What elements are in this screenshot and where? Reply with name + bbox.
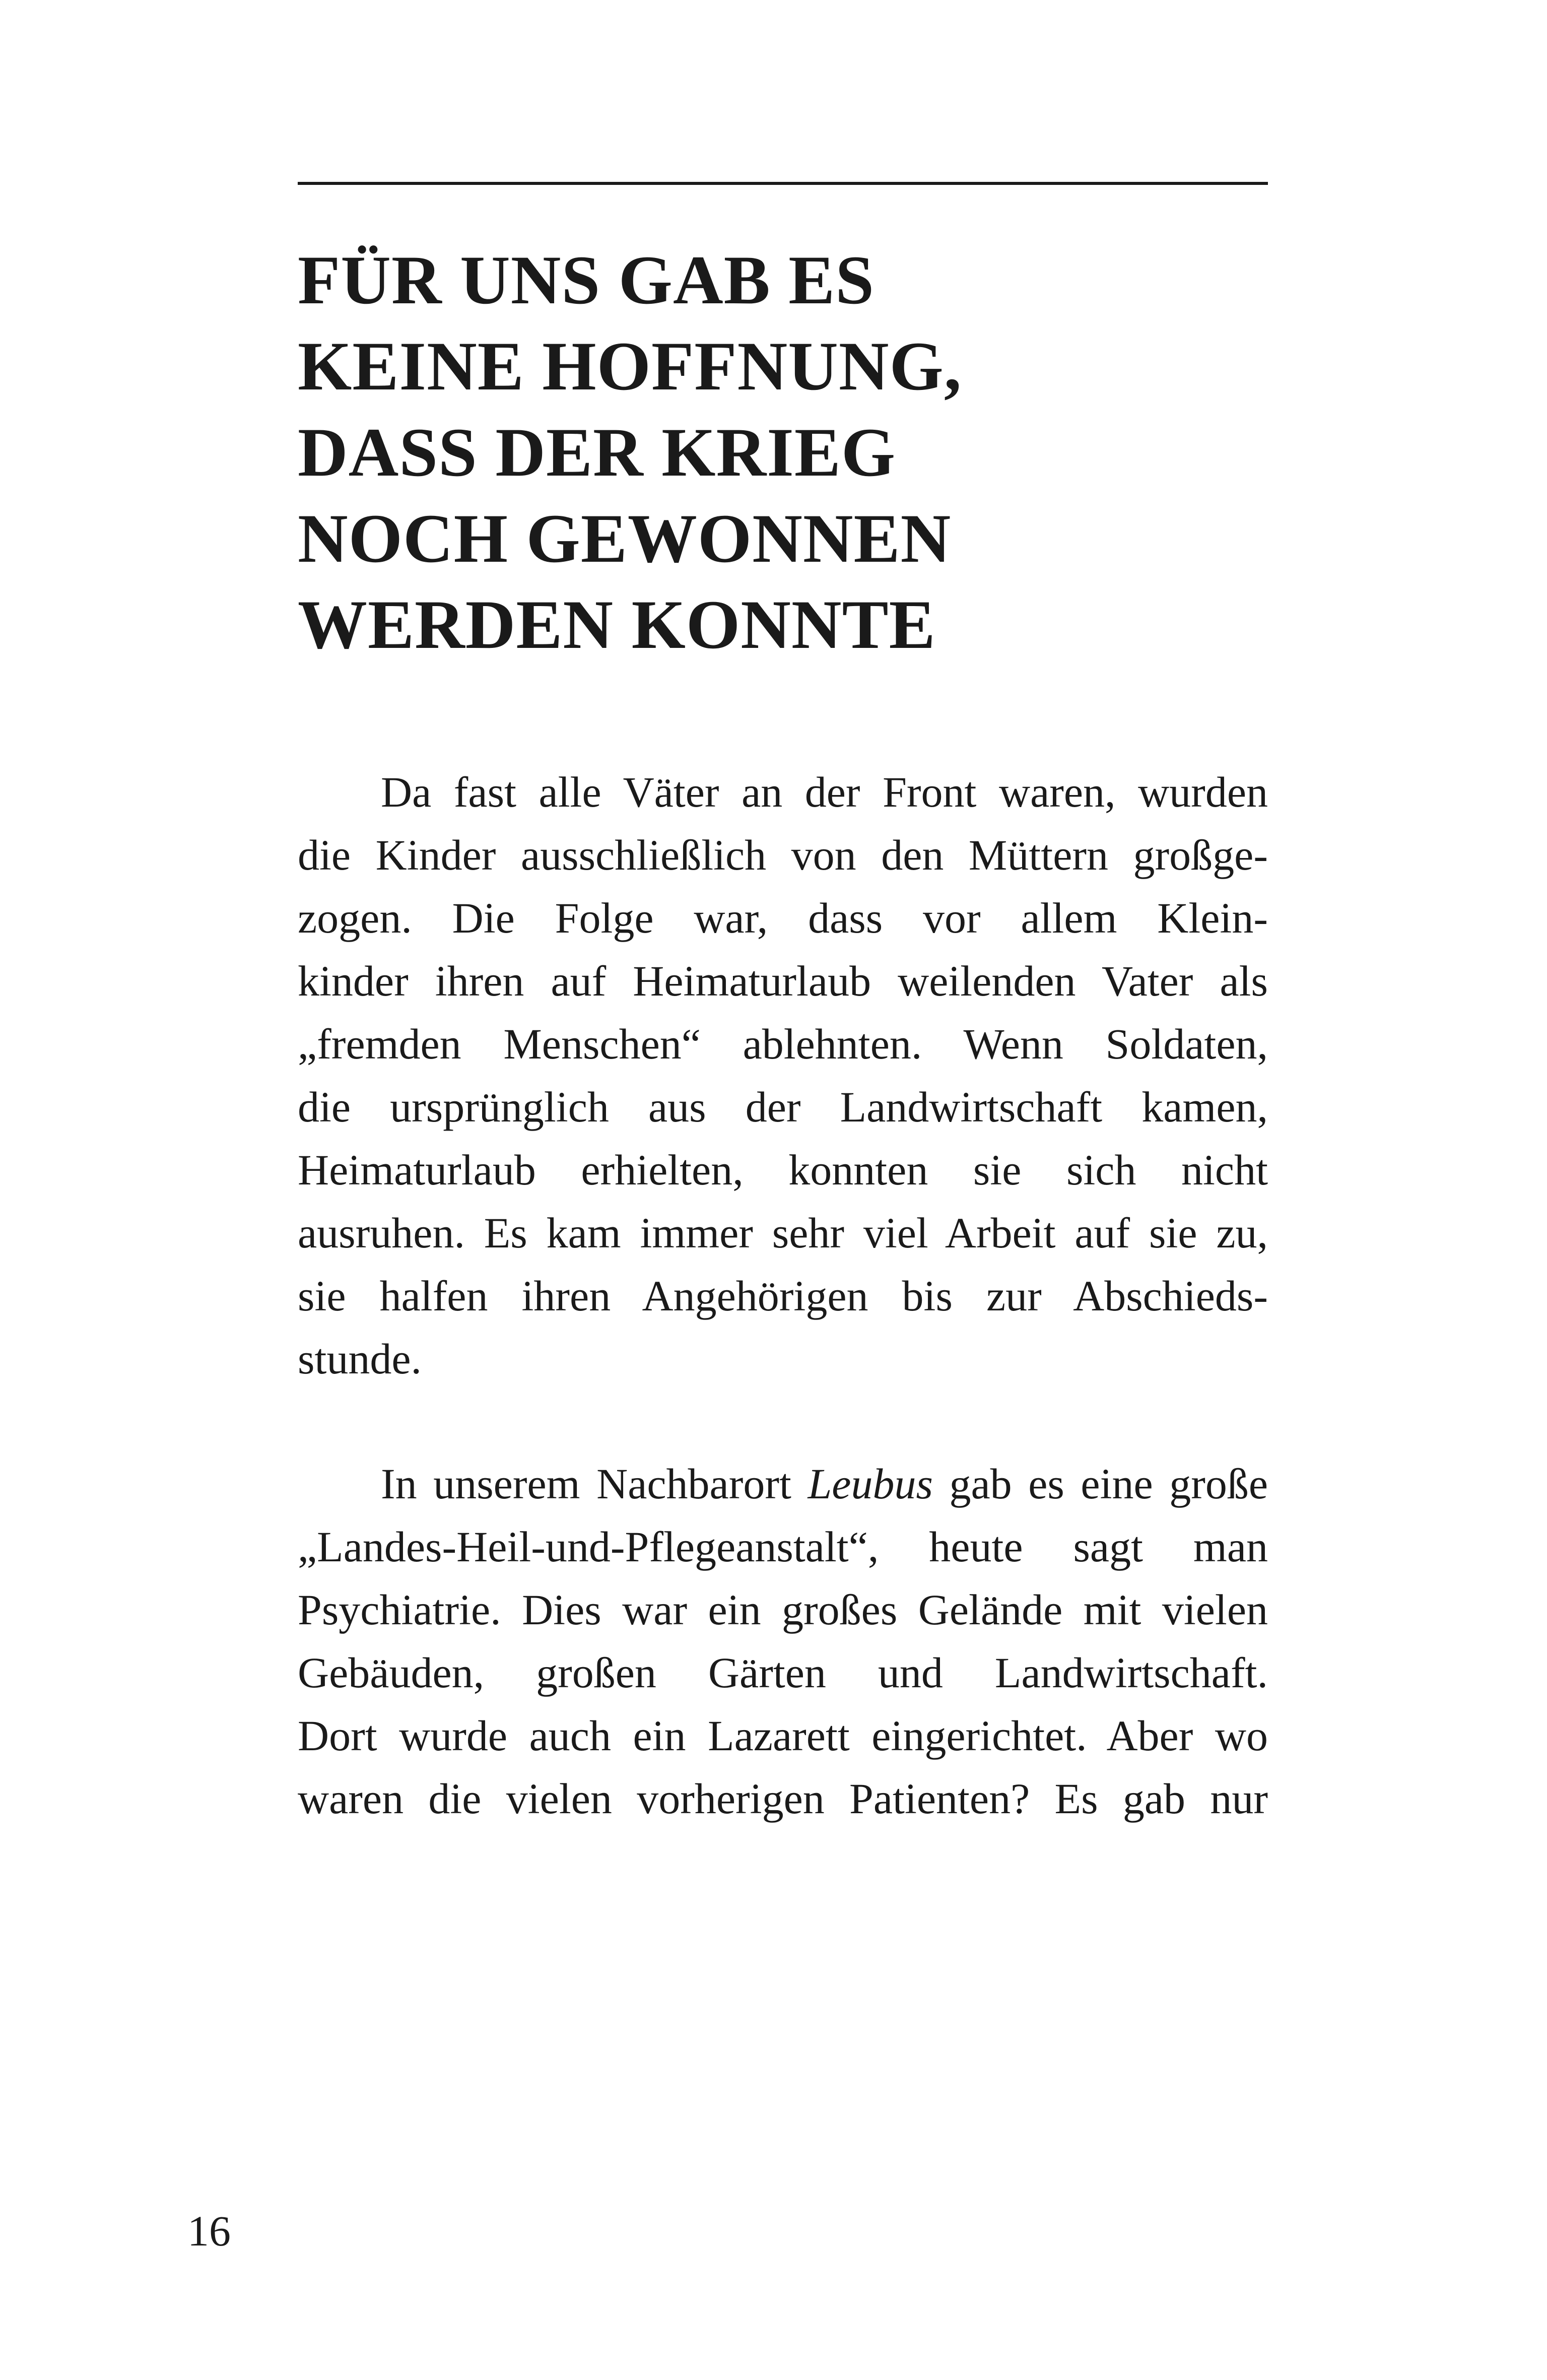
paragraph-1: [298, 761, 1268, 1391]
chapter-title-line: FÜR UNS GAB ES: [298, 241, 875, 318]
place-name-emphasis: Leubus: [808, 1460, 933, 1508]
paragraph-line: Psychiatrie. Dies war ein großes Gelände mit vielen: [298, 1585, 1268, 1634]
paragraph-line: kinder ihren auf Heimaturlaub weilenden Vater als: [298, 957, 1268, 1005]
paragraph-line: zogen. Die Folge war, dass vor allem Klein-: [298, 894, 1268, 942]
paragraph-line: stunde.: [298, 1335, 422, 1383]
paragraph-line: Dort wurde auch ein Lazarett eingerichtet. Aber wo: [298, 1711, 1268, 1760]
chapter-title-line: KEINE HOFFNUNG,: [298, 327, 962, 405]
paragraph-line: Heimaturlaub erhielten, konnten sie sich nicht: [298, 1146, 1268, 1194]
paragraph-line: waren die vielen vorherigen Patienten? Es gab nur: [298, 1774, 1268, 1823]
chapter-title: [298, 237, 1268, 668]
paragraph-2: [298, 1452, 1268, 1830]
paragraph-text: gab es eine große: [932, 1460, 1268, 1508]
chapter-title-line: WERDEN KONNTE: [298, 586, 936, 663]
chapter-title-line: NOCH GEWONNEN: [298, 500, 952, 577]
paragraph-line: Gebäuden, großen Gärten und Landwirtschaft.: [298, 1648, 1268, 1697]
paragraph-line: Da fast alle Väter an der Front waren, wurden: [381, 768, 1268, 816]
page-number: 16: [187, 2207, 231, 2255]
paragraph-line: die Kinder ausschließlich von den Müttern großge-: [298, 831, 1268, 879]
paragraph-line: die ursprünglich aus der Landwirtschaft kamen,: [298, 1083, 1268, 1131]
paragraph-text: In unserem Nachbarort: [381, 1460, 808, 1508]
chapter-title-line: DASS DER KRIEG: [298, 414, 896, 491]
paragraph-line: „fremden Menschen“ ablehnten. Wenn Soldaten,: [298, 1020, 1268, 1068]
paragraph-line: „Landes-Heil-und-Pflegeanstalt“, heute sagt man: [298, 1523, 1268, 1571]
paragraph-line: [298, 1452, 1268, 1515]
chapter-top-rule: [298, 182, 1268, 185]
paragraph-line: sie halfen ihren Angehörigen bis zur Abschieds-: [298, 1272, 1268, 1320]
paragraph-line: ausruhen. Es kam immer sehr viel Arbeit auf sie zu,: [298, 1209, 1268, 1257]
